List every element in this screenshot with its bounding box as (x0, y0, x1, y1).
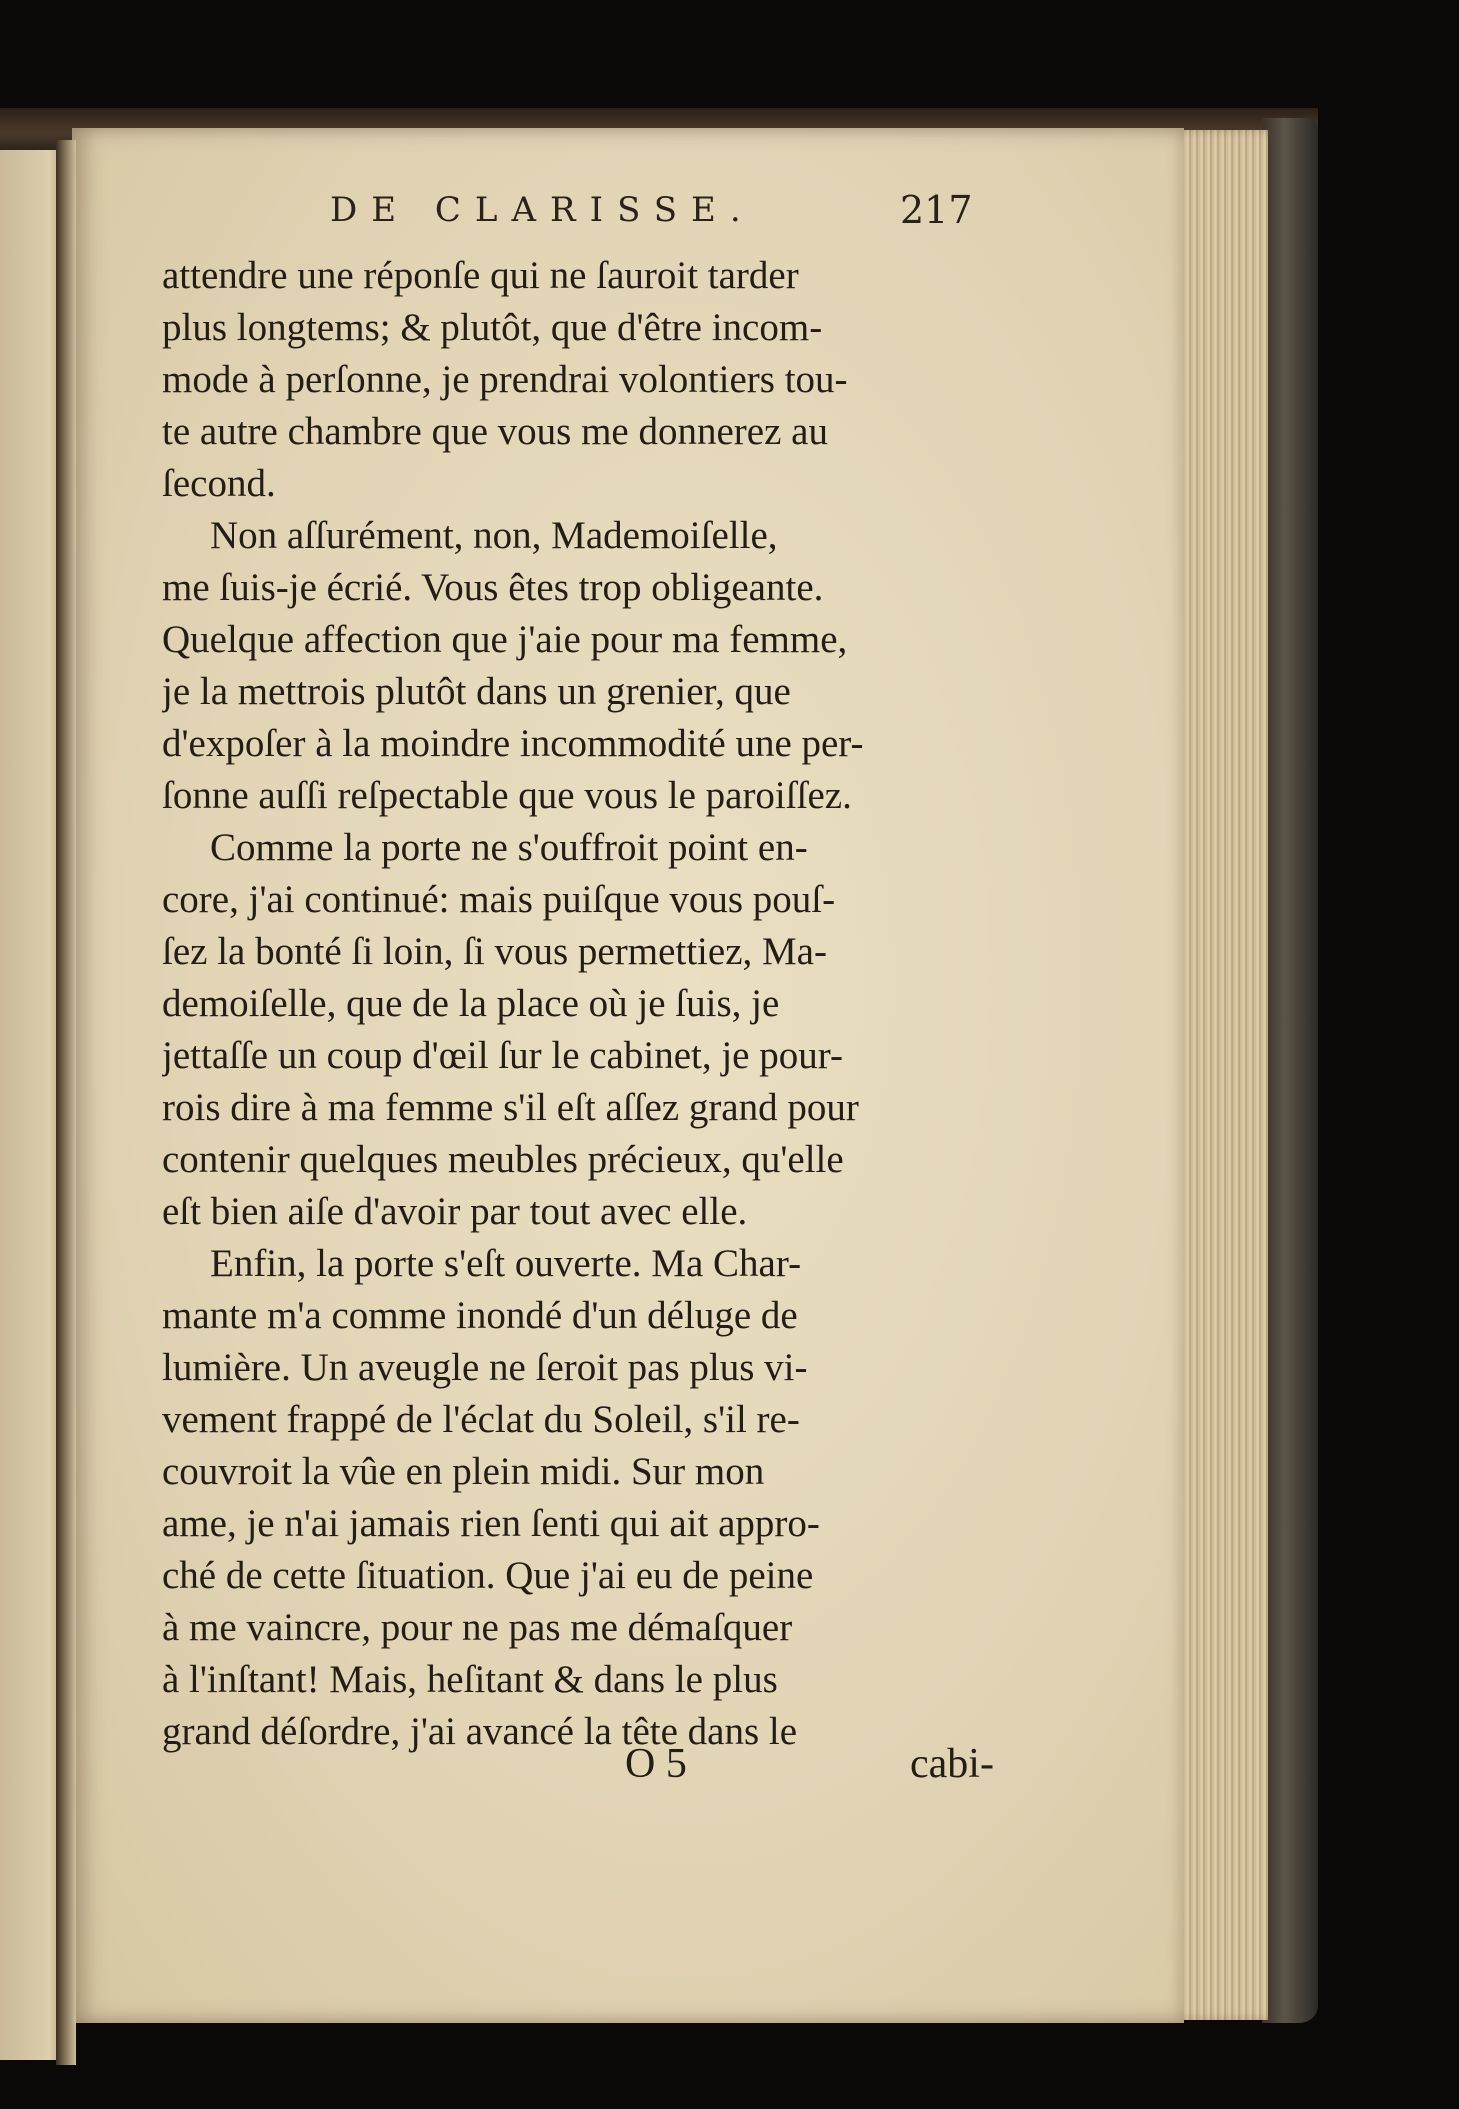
text-line: vement frappé de l'éclat du Soleil, s'il re- (162, 1398, 800, 1441)
body-text (162, 250, 982, 1758)
text-line: demoiſelle, que de la place où je ſuis, je (162, 982, 780, 1025)
text-line: ſez la bonté ſi loin, ſi vous permettiez, Ma- (162, 930, 827, 973)
book-gutter (56, 140, 76, 2065)
text-line: core, j'ai continué: mais puiſque vous pouſ- (162, 878, 836, 921)
text-line: couvroit la vûe en plein midi. Sur mon (162, 1450, 765, 1493)
text-line: à l'inſtant! Mais, heſitant & dans le plus (162, 1658, 778, 1701)
text-line: Comme la porte ne s'ouffroit point en- (210, 826, 808, 869)
text-line: ſecond. (162, 462, 276, 505)
text-line: ame, je n'ai jamais rien ſenti qui ait appro- (162, 1502, 820, 1545)
text-line: eſt bien aiſe d'avoir par tout avec elle. (162, 1190, 748, 1233)
text-line: ché de cette ſituation. Que j'ai eu de peine (162, 1554, 814, 1597)
text-line: mante m'a comme inondé d'un déluge de (162, 1294, 798, 1337)
text-line: te autre chambre que vous me donnerez au (162, 410, 828, 453)
text-line: attendre une réponſe qui ne ſauroit tarder (162, 254, 799, 297)
text-line: à me vaincre, pour ne pas me démaſquer (162, 1606, 793, 1649)
signature-mark: O 5 (625, 1741, 687, 1787)
text-line: plus longtems; & plutôt, que d'être incom- (162, 306, 823, 349)
text-line: lumière. Un aveugle ne ſeroit pas plus vi- (162, 1346, 808, 1389)
text-line: ſonne auſſi reſpectable que vous le paroiſſez. (162, 774, 852, 817)
text-line: Quelque affection que j'aie pour ma femme, (162, 618, 848, 661)
text-line: me ſuis-je écrié. Vous êtes trop obligeante. (162, 566, 824, 609)
catchword: cabi- (910, 1741, 994, 1787)
book-cover-right (1262, 118, 1318, 2023)
text-line: rois dire à ma femme s'il eſt aſſez grand pour (162, 1086, 859, 1129)
text-line: Enfin, la porte s'eſt ouverte. Ma Char- (210, 1242, 802, 1285)
page-number: 217 (900, 188, 973, 232)
text-line: Non aſſurément, non, Mademoiſelle, (210, 514, 778, 557)
text-line: contenir quelques meubles précieux, qu'elle (162, 1138, 844, 1181)
text-line: je la mettrois plutôt dans un grenier, que (162, 670, 791, 713)
text-line: d'expoſer à la moindre incommodité une per- (162, 722, 864, 765)
facing-page-edge (0, 150, 62, 2060)
text-line: mode à perſonne, je prendrai volontiers tou- (162, 358, 848, 401)
running-head: DE CLARISSE. (330, 190, 755, 230)
text-line: jettaſſe un coup d'œil ſur le cabinet, je pour- (162, 1034, 843, 1077)
text-line: grand déſordre, j'ai avancé la tête dans le (162, 1710, 798, 1753)
